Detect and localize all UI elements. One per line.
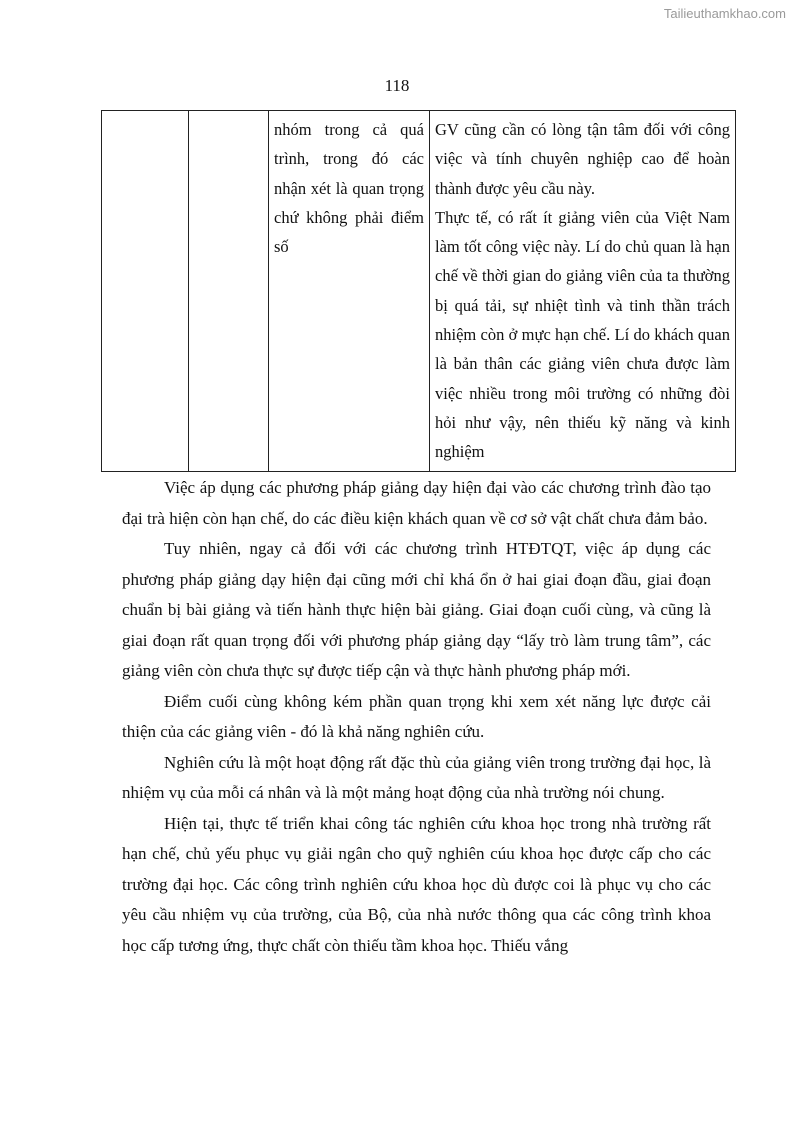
table-row — [102, 111, 736, 472]
paragraph-5: Hiện tại, thực tế triển khai công tác nghiên cứu khoa học trong nhà trường rất hạn chế, chủ yếu phục vụ giải ngân cho quỹ nghiên cúu khoa học được cấp cho các trường đại học. Các công trình nghiên cứu khoa học dù được coi là phục vụ cho các yêu cầu nhiệm vụ của trường, của Bộ, của nhà nước thông qua các công trình khoa học cấp tương ứng, thực chất còn thiếu tầm khoa học. Thiếu vắng — [122, 813, 711, 955]
table-cell-empty-2 — [189, 111, 269, 472]
watermark: Tailieuthamkhao.com — [663, 6, 786, 21]
paragraph-4: Nghiên cứu là một hoạt động rất đặc thù của giảng viên trong trường đại học, là nhiệm vụ của mỗi cá nhân và là một mảng hoạt động của nhà trường nói chung. — [122, 752, 711, 802]
table-cell-col4-paragraph-1: GV cũng cần có lòng tận tâm đối với công việc và tính chuyên nghiệp cao để hoàn thành được yêu cầu này. — [435, 120, 730, 198]
table-cell-col4-paragraph-2: Thực tế, có rất ít giảng viên của Việt Nam làm tốt công việc này. Lí do chủ quan là hạn chế về thời gian do giảng viên của ta thường bị quá tải, sự nhiệt tình và tinh thần trách nhiệm còn ở mực hạn chế. Lí do khách quan là bản thân các giảng viên chưa được làm việc nhiều trong môi trường có những đòi hỏi như vậy, nên thiếu kỹ năng và kinh nghiệm — [435, 207, 730, 462]
continued-table — [101, 110, 736, 472]
body-text — [122, 473, 711, 961]
table-cell-empty-1 — [102, 111, 189, 472]
paragraph-3: Điểm cuối cùng không kém phần quan trọng khi xem xét năng lực được cải thiện của các giảng viên - đó là khả năng nghiên cứu. — [122, 691, 711, 741]
page-number: 118 — [384, 76, 410, 95]
paragraph-2: Tuy nhiên, ngay cả đối với các chương trình HTĐTQT, việc áp dụng các phương pháp giảng dạy hiện đại cũng mới chỉ khá ổn ở hai giai đoạn đầu, giai đoạn chuẩn bị bài giảng và tiến hành thực hiện bài giảng. Giai đoạn cuối cùng, và cũng là giai đoạn rất quan trọng đối với phương pháp giảng dạy “lấy trò làm trung tâm”, các giảng viên còn chưa thực sự được tiếp cận và thực hành phương pháp mới. — [122, 539, 711, 680]
table-cell-col4 — [430, 111, 736, 472]
table-cell-col3: nhóm trong cả quá trình, trong đó các nhận xét là quan trọng chứ không phải điểm số — [269, 111, 430, 472]
paragraph-1: Việc áp dụng các phương pháp giảng dạy hiện đại vào các chương trình đào tạo đại trà hiện còn hạn chế, do các điều kiện khách quan về cơ sở vật chất chưa đảm bảo. — [122, 478, 711, 528]
